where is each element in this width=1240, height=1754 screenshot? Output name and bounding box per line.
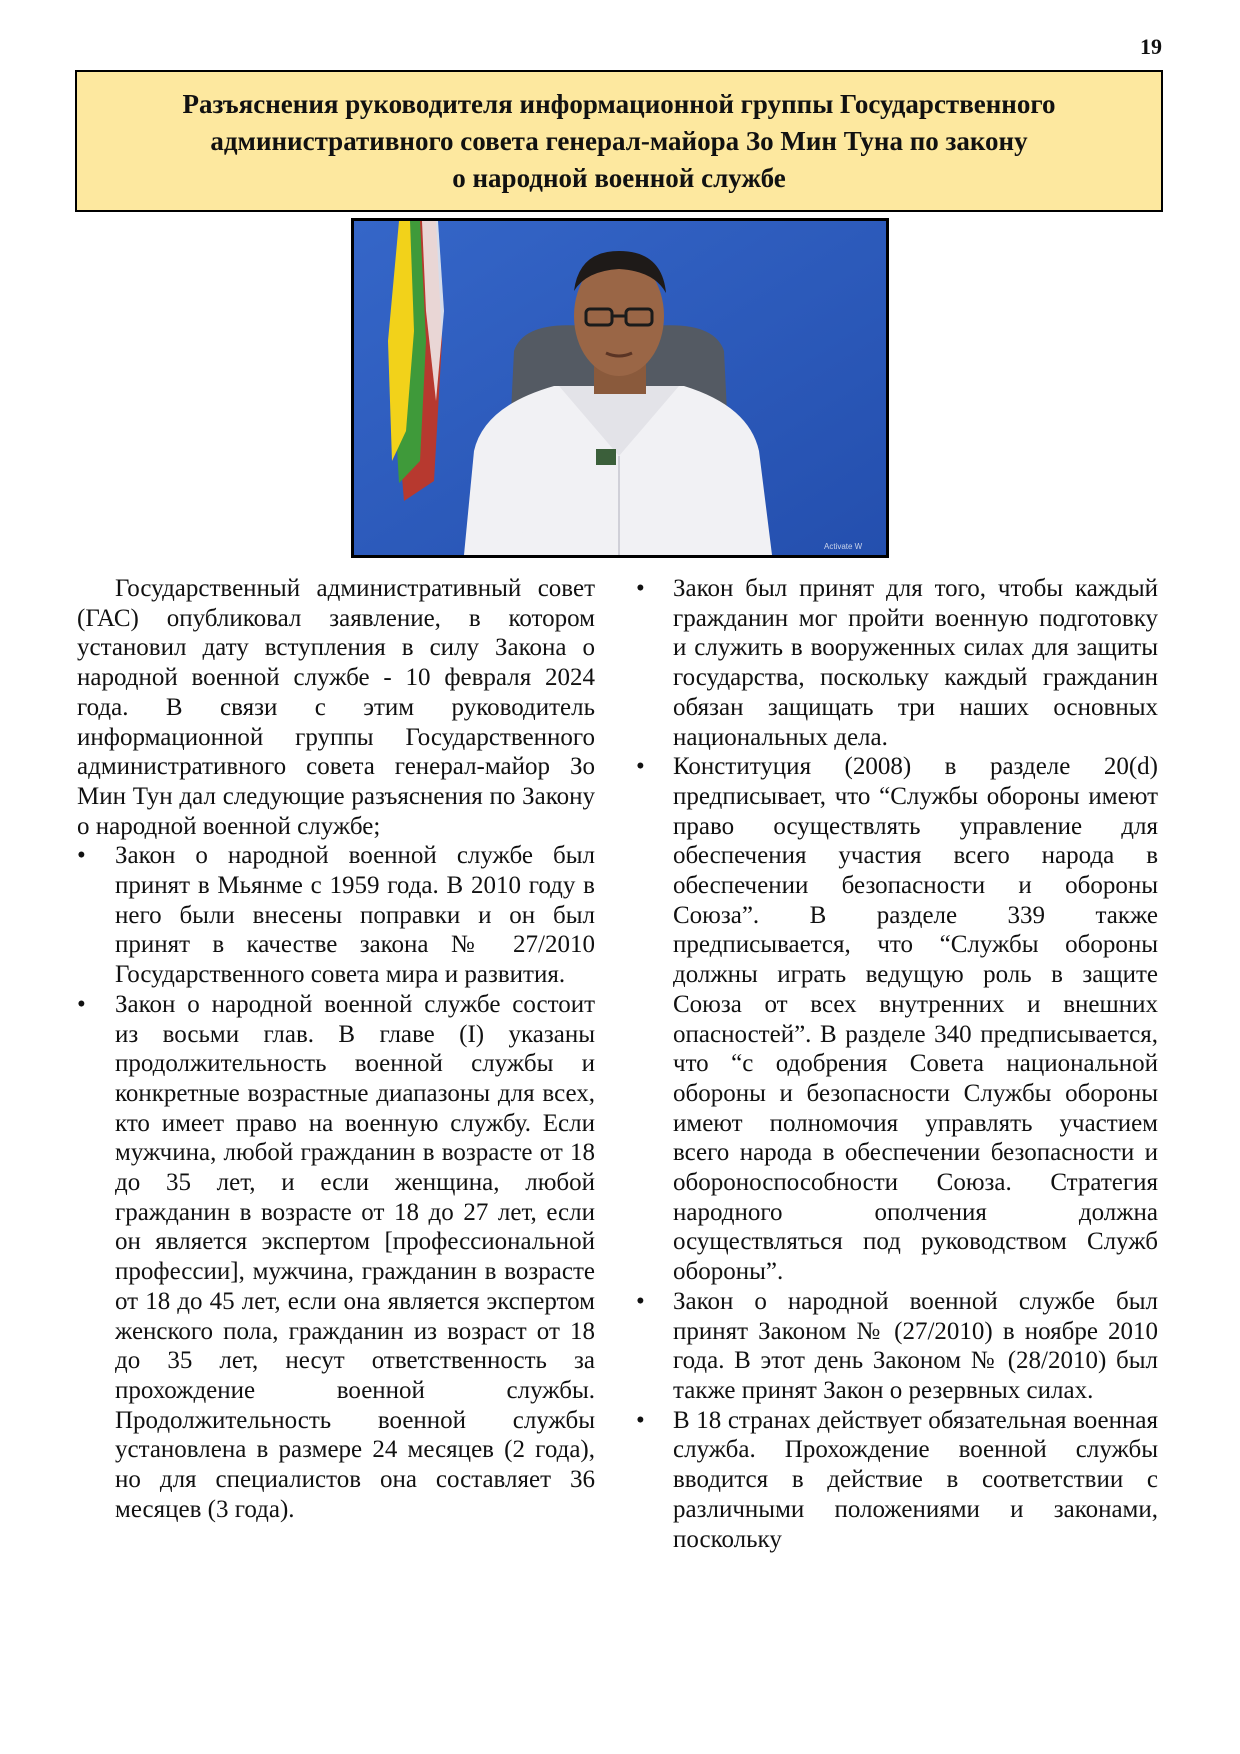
portrait-photo [351, 218, 889, 558]
list-item: • Закон о народной военной службе был принят в Мьянме с 1959 года. В 2010 году в него были внесены поправки и он был принят в качестве закона № 27/2010 Государственного совета мира и развития. [77, 841, 595, 990]
list-item: • Закон был принят для того, чтобы каждый гражданин мог пройти военную подготовку и служить в вооруженных силах для защиты государства, поскольку каждый гражданин обязан защищать три наших основных национальных дела. [636, 574, 1158, 752]
title-line: Разъяснения руководителя информационной группы Государственного [182, 88, 1056, 119]
list-item: • Конституция (2008) в разделе 20(d) предписывает, что “Службы обороны имеют право осуществлять управление для обеспечения участия всего народа в обеспечении безопасности и обороны Союза”. В разделе 339 также предписывается, что “Службы обороны должны играть ведущую роль в защите Союза от всех внутренних и внешних опасностей”. В разделе 340 предписывается, что “с одобрения Совета национальной обороны и безопасности Службы обороны имеют полномочия управлять участием всего народа в обеспечении безопасности и обороноспособности Союза. Стратегия народного ополчения должна осуществляться под руководством Служб обороны”. [636, 752, 1158, 1287]
right-column [636, 574, 1158, 1554]
list-item: • В 18 странах действует обязательная военная служба. Прохождение военной службы вводится в действие в соответствии с различными положениями и законами, поскольку [636, 1406, 1158, 1555]
list-item: • Закон о народной военной службе состоит из восьми глав. В главе (I) указаны продолжительность военной службы и конкретные возрастные диапазоны для всех, кто имеет право на военную службу. Если мужчина, любой гражданин в возрасте от 18 до 35 лет, и если женщина, любой гражданин в возрасте от 18 до 27 лет, если он является экспертом [профессиональной профессии], мужчина, гражданин в возрасте от 18 до 45 лет, если она является экспертом женского пола, гражданин из возраст от 18 до 35 лет, несут ответственность за прохождение военной службы. Продолжительность военной службы установлена в размере 24 месяцев (2 года), но для специалистов она составляет 36 месяцев (3 года). [77, 990, 595, 1525]
page-number: 19 [1140, 34, 1162, 59]
list-item: • Закон о народной военной службе был принят Законом № (27/2010) в ноябре 2010 года. В этот день Законом № (28/2010) был также принят Закон о резервных силах. [636, 1287, 1158, 1406]
title-line: административного совета генерал-майора Зо Мин Туна по закону [210, 125, 1028, 156]
article-title [75, 70, 1163, 212]
right-bullet-list [636, 574, 1158, 1554]
title-line: о народной военной службе [452, 162, 786, 193]
watermark-text: Activate W [824, 542, 863, 551]
left-column [77, 574, 595, 1525]
intro-paragraph: Государственный административный совет (ГАС) опубликовал заявление, в котором установил дату вступления в силу Закона о народной военной службе - 10 февраля 2024 года. В связи с этим руководитель информационной группы Государственного административного совета генерал-майор Зо Мин Тун дал следующие разъяснения по Закону о народной военной службе; [77, 575, 595, 840]
left-bullet-list [77, 841, 595, 1524]
portrait-photo-illustration [354, 221, 886, 555]
